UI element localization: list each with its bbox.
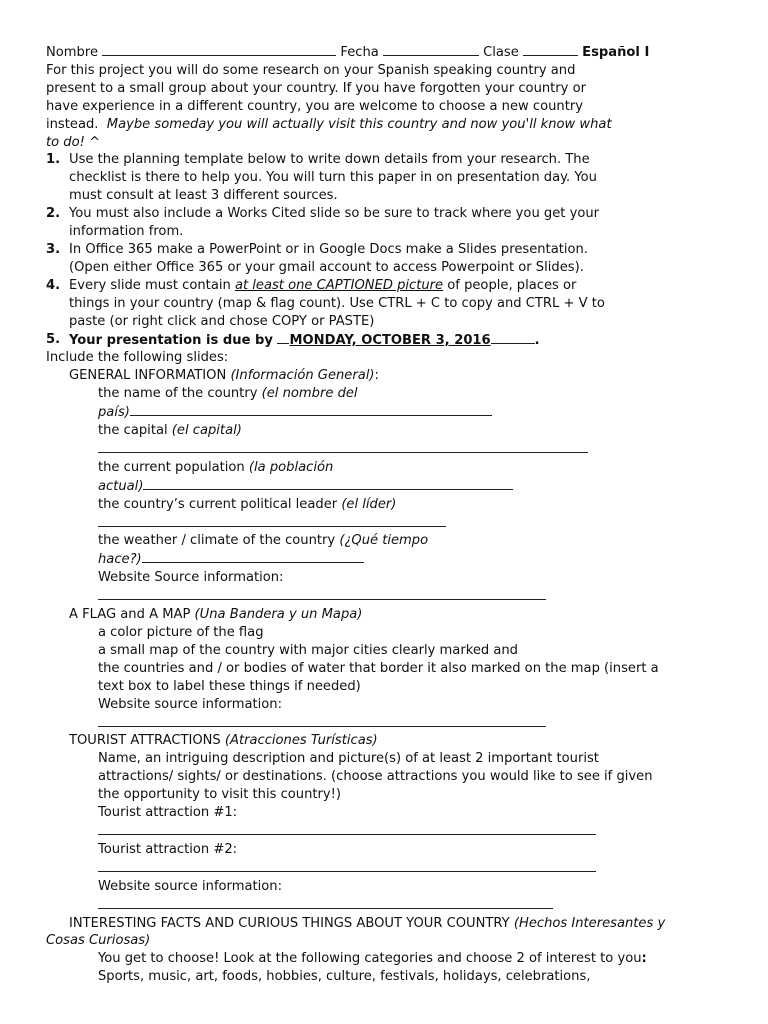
- heading-spanish: (Atracciones Turísticas): [224, 733, 378, 749]
- field-country-name: [46, 385, 736, 403]
- heading-text: GENERAL INFORMATION: [69, 368, 227, 384]
- section-heading-general: [46, 367, 736, 385]
- item-text: You must also include a Works Cited slide so be sure to track where you get your: [69, 206, 600, 222]
- clase-blank: [523, 43, 578, 56]
- intro-line: [46, 134, 736, 152]
- list-item-1: [46, 151, 736, 205]
- field-label-spanish: (la población: [248, 459, 334, 475]
- intro-text: instead.: [46, 116, 99, 132]
- field-population: [46, 459, 736, 477]
- field-capital: [46, 422, 736, 440]
- source-blank[interactable]: [98, 587, 546, 600]
- item-text: must consult at least 3 different sources.: [69, 188, 338, 204]
- heading-colon: :: [374, 368, 379, 384]
- fecha-blank: [383, 43, 479, 56]
- attraction-1-blank[interactable]: [98, 822, 596, 835]
- tourist-text: Name, an intriguing description and picture(s) of at least 2 important tourist: [98, 751, 599, 767]
- field-attraction-2: [46, 859, 736, 878]
- heading-text: INTERESTING FACTS AND CURIOUS THINGS ABOUT YOUR COUNTRY: [69, 915, 510, 931]
- due-label: Your presentation is due by: [69, 332, 278, 348]
- due-date: MONDAY, OCTOBER 3, 2016: [289, 332, 491, 348]
- flag-text: text box to label these things if needed): [98, 678, 361, 694]
- item-number: 1.: [46, 152, 61, 168]
- weather-blank[interactable]: [142, 550, 364, 563]
- item-number: 4.: [46, 277, 61, 293]
- field-label: the name of the country: [98, 386, 258, 402]
- facts-colon: :: [641, 951, 647, 967]
- field-label-spanish: hace?): [98, 552, 142, 568]
- field-leader: [46, 496, 736, 514]
- heading-spanish: Cosas Curiosas): [46, 933, 151, 949]
- field-attraction-1: [46, 822, 736, 841]
- intro-line: [46, 116, 736, 134]
- field-label-spanish: (¿Qué tiempo: [339, 533, 429, 549]
- section-heading-facts: [46, 932, 736, 950]
- header-line: [46, 43, 736, 62]
- attraction-2-blank[interactable]: [98, 859, 596, 872]
- flag-text: a small map of the country with major cities clearly marked and: [98, 642, 518, 658]
- field-source: [46, 896, 736, 915]
- item-text: paste (or right click and chose COPY or PASTE): [69, 313, 375, 329]
- nombre-label: Nombre: [46, 45, 99, 60]
- intro-mark: ^: [89, 134, 101, 150]
- intro-italic: Maybe someday you will actually visit this country and now you'll know what: [106, 116, 612, 132]
- list-item-3: [46, 241, 736, 277]
- heading-text: A FLAG and A MAP: [69, 607, 191, 623]
- country-name-blank[interactable]: [130, 403, 492, 416]
- due-end: .: [534, 332, 540, 348]
- field-label: the weather / climate of the country: [98, 533, 336, 549]
- clase-label: Clase: [483, 45, 519, 60]
- item-emphasis: at least one CAPTIONED picture: [234, 277, 444, 293]
- facts-text: [46, 950, 736, 968]
- list-item-2: [46, 205, 736, 241]
- due-blank: [491, 331, 535, 344]
- field-attraction-1: Tourist attraction #1:: [98, 805, 238, 821]
- item-text: [69, 331, 736, 350]
- field-source: [46, 587, 736, 606]
- item-text: (Open either Office 365 or your gmail account to access Powerpoint or Slides).: [69, 259, 584, 275]
- field-leader: [46, 514, 736, 533]
- item-text: In Office 365 make a PowerPoint or in Google Docs make a Slides presentation.: [69, 241, 588, 257]
- list-item-4: [46, 277, 736, 331]
- field-population: [46, 477, 736, 496]
- source-blank[interactable]: [98, 896, 553, 909]
- list-item-5: [46, 331, 736, 350]
- item-text: checklist is there to help you. You will turn this paper in on presentation day. You: [69, 170, 597, 186]
- field-label-spanish: (el capital): [171, 423, 242, 439]
- flag-text: the countries and / or bodies of water that border it also marked on the map (insert a: [98, 660, 659, 676]
- flag-text: a color picture of the flag: [98, 625, 264, 640]
- field-label-spanish: (el nombre del: [261, 386, 358, 402]
- tourist-text: attractions/ sights/ or destinations. (choose attractions you would like to see if given: [98, 769, 653, 785]
- heading-spanish: (Información General): [230, 368, 375, 384]
- field-source: Website source information:: [98, 878, 282, 894]
- field-attraction-2: Tourist attraction #2:: [98, 841, 238, 857]
- field-source: Website source information:: [98, 696, 282, 712]
- item-number: 5.: [46, 331, 61, 347]
- section-heading-facts: [46, 915, 736, 933]
- field-label-spanish: actual): [98, 478, 144, 494]
- section-heading-flag: [46, 606, 736, 624]
- section-heading-tourist: [46, 732, 736, 750]
- item-text: information from.: [69, 224, 184, 240]
- item-text-part: Every slide must contain: [69, 277, 235, 293]
- source-blank[interactable]: [98, 714, 546, 727]
- field-capital: [46, 440, 736, 459]
- tourist-text: the opportunity to visit this country!): [98, 787, 342, 803]
- heading-text: TOURIST ATTRACTIONS: [69, 733, 221, 749]
- item-text: [69, 277, 736, 295]
- intro-line: For this project you will do some research on your Spanish speaking country and: [46, 62, 576, 78]
- population-blank[interactable]: [143, 477, 513, 490]
- heading-spanish: (Una Bandera y un Mapa): [194, 607, 363, 623]
- field-source: Website Source information:: [98, 570, 284, 586]
- intro-line: have experience in a different country, you are welcome to choose a new country: [46, 98, 583, 114]
- facts-instruction: You get to choose! Look at the following categories and choose 2 of interest to you: [98, 951, 642, 967]
- heading-spanish: (Hechos Interesantes y: [513, 915, 666, 931]
- include-label: Include the following slides:: [46, 350, 229, 366]
- field-weather: [46, 532, 736, 550]
- intro-line: present to a small group about your country. If you have forgotten your country or: [46, 80, 586, 96]
- worksheet-page: [46, 43, 736, 986]
- item-number: 3.: [46, 241, 61, 257]
- fecha-label: Fecha: [340, 45, 379, 60]
- field-label: the capital: [98, 423, 168, 439]
- item-text: things in your country (map & flag count). Use CTRL + C to copy and CTRL + V to: [69, 295, 605, 311]
- field-weather: [46, 550, 736, 569]
- field-label: the country’s current political leader: [98, 496, 338, 512]
- leader-blank[interactable]: [98, 514, 446, 527]
- facts-text: Sports, music, art, foods, hobbies, culture, festivals, holidays, celebrations,: [98, 969, 591, 985]
- item-text: Use the planning template below to write down details from your research. The: [69, 152, 590, 168]
- course-label: Español I: [582, 45, 650, 60]
- capital-blank[interactable]: [98, 440, 588, 453]
- field-label: the current population: [98, 459, 245, 475]
- field-source: [46, 714, 736, 733]
- nombre-blank: [102, 43, 336, 56]
- field-label-spanish: (el líder): [341, 496, 397, 512]
- item-number: 2.: [46, 206, 61, 222]
- item-text-part: of people, places or: [443, 277, 577, 293]
- field-country-name: [46, 403, 736, 422]
- field-label-spanish: país): [98, 405, 130, 421]
- intro-italic: to do!: [46, 134, 85, 150]
- due-blank: [277, 331, 289, 344]
